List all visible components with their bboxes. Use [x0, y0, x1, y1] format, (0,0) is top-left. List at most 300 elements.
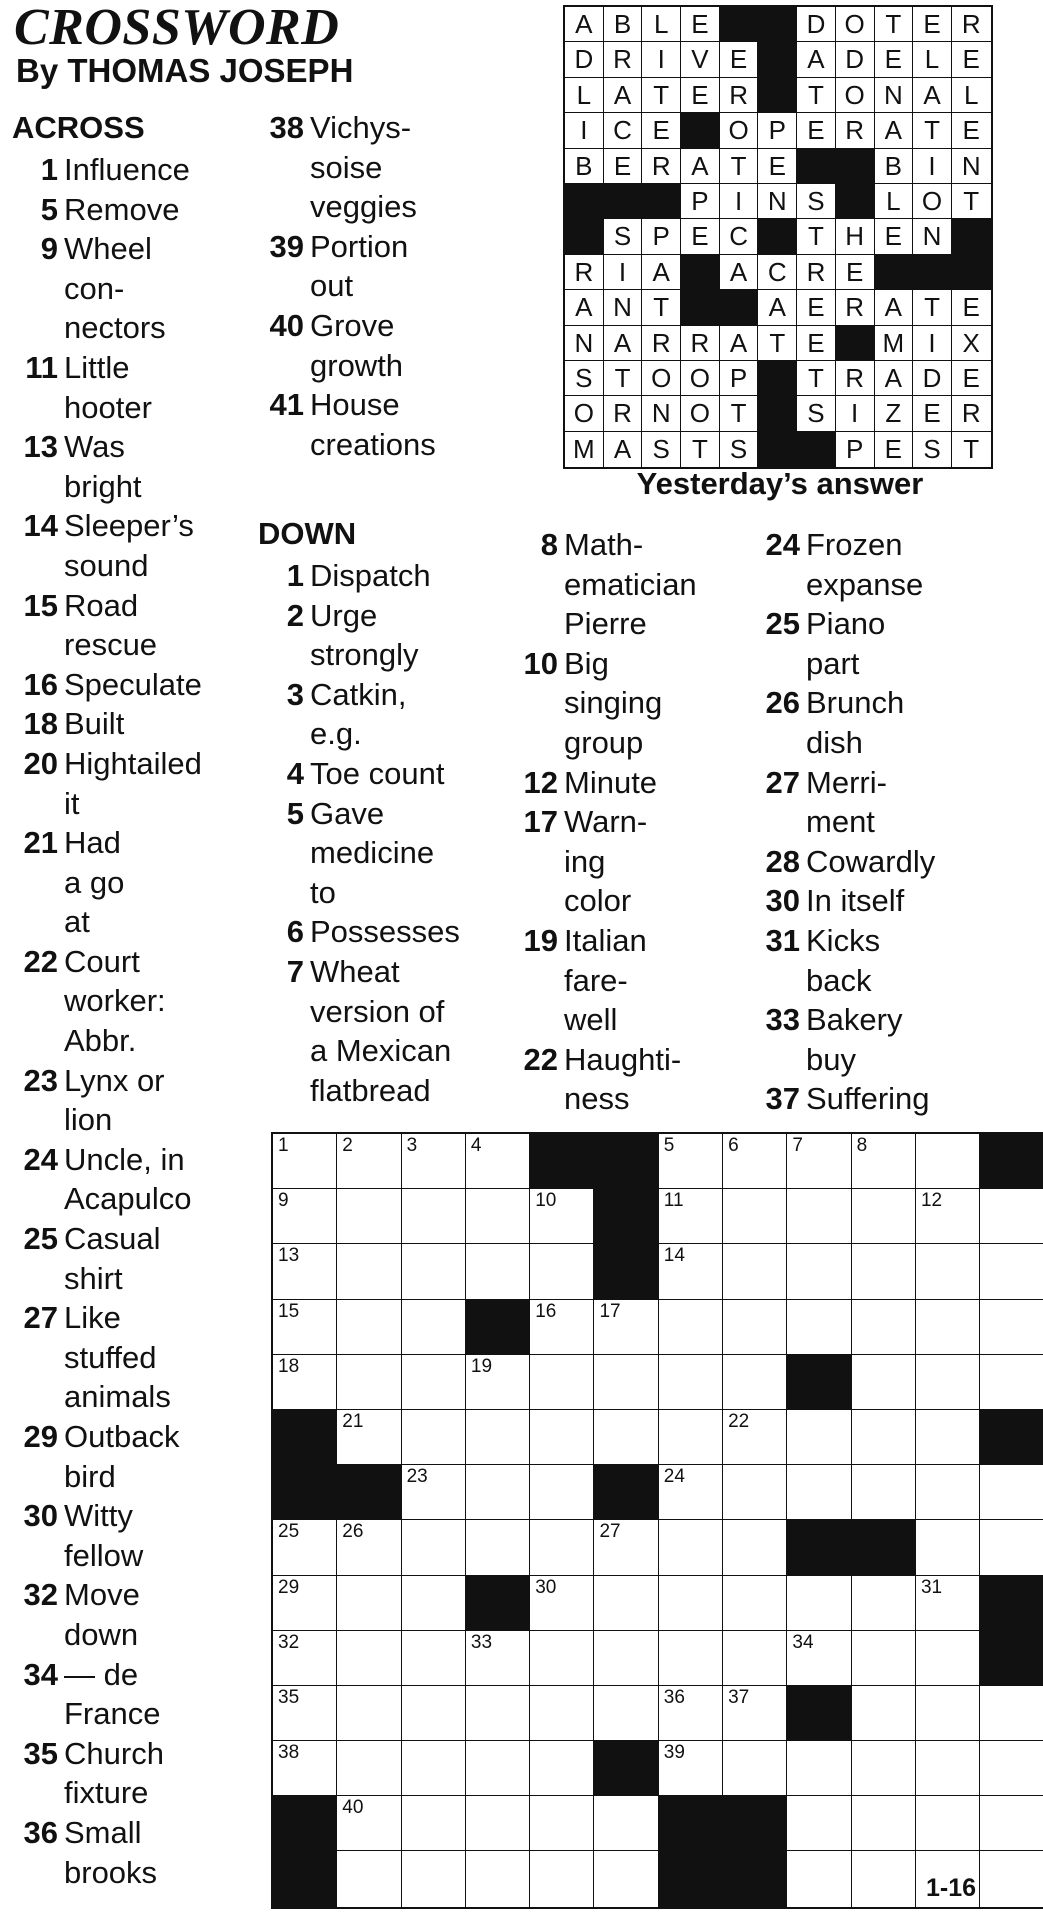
answer-letter: B — [884, 150, 903, 181]
grid-cell[interactable] — [530, 1796, 594, 1851]
answer-letter: N — [883, 79, 903, 110]
answer-cell — [836, 219, 875, 254]
answer-letter: D — [845, 44, 865, 75]
grid-cell[interactable] — [337, 1796, 401, 1851]
answer-cell — [952, 149, 991, 184]
answer-letter: L — [963, 79, 979, 110]
grid-cell[interactable] — [466, 1355, 530, 1410]
grid-cell[interactable] — [723, 1189, 787, 1244]
grid-cell[interactable] — [530, 1741, 594, 1796]
grid-cell[interactable] — [594, 1576, 658, 1631]
grid-cell[interactable] — [530, 1355, 594, 1410]
grid-cell[interactable] — [852, 1410, 916, 1465]
grid-cell[interactable] — [916, 1576, 980, 1631]
grid-cell[interactable] — [659, 1686, 723, 1741]
grid-cell[interactable] — [787, 1134, 851, 1189]
clue-across-29 — [12, 1417, 247, 1496]
grid-cell[interactable] — [402, 1355, 466, 1410]
grid-cell[interactable] — [337, 1686, 401, 1741]
clue-number: 17 — [523, 804, 558, 840]
answer-letter: T — [614, 362, 631, 393]
grid-cell[interactable] — [273, 1189, 337, 1244]
clue-text: Minute — [564, 764, 658, 800]
clue-across-30 — [12, 1496, 247, 1575]
answer-cell — [875, 219, 914, 254]
grid-cell[interactable] — [530, 1686, 594, 1741]
grid-cell[interactable] — [916, 1520, 980, 1575]
answer-cell — [913, 113, 952, 148]
grid-cell[interactable] — [273, 1134, 337, 1189]
answer-letter: T — [730, 398, 747, 429]
answer-cell — [836, 78, 875, 113]
answer-black-square — [565, 184, 604, 219]
clue-text: Big singing group — [564, 645, 663, 760]
clue-across-24 — [12, 1140, 247, 1219]
answer-cell — [604, 42, 643, 77]
grid-cell[interactable] — [723, 1520, 787, 1575]
answer-cell — [797, 7, 836, 42]
grid-cell[interactable] — [273, 1576, 337, 1631]
grid-cell[interactable] — [980, 1465, 1043, 1520]
grid-cell[interactable] — [530, 1520, 594, 1575]
clue-across-1 — [12, 150, 247, 190]
black-square — [980, 1631, 1043, 1686]
clue-down-33 — [750, 1000, 995, 1079]
clue-across-36 — [12, 1813, 247, 1892]
down-clues-column-3 — [750, 525, 995, 1119]
answer-letter: B — [613, 9, 632, 39]
grid-cell[interactable] — [916, 1244, 980, 1299]
grid-cell[interactable] — [594, 1520, 658, 1575]
grid-cell[interactable] — [980, 1796, 1043, 1851]
grid-cell[interactable] — [723, 1576, 787, 1631]
answer-letter: O — [844, 9, 865, 39]
clue-text: Like stuffed animals — [64, 1300, 171, 1415]
clue-number: 20 — [23, 745, 58, 781]
answer-cell — [604, 219, 643, 254]
grid-cell[interactable] — [337, 1300, 401, 1355]
grid-cell[interactable] — [659, 1189, 723, 1244]
grid-cell[interactable] — [402, 1189, 466, 1244]
answer-letter: R — [729, 79, 748, 110]
grid-cell[interactable] — [402, 1741, 466, 1796]
answer-cell — [604, 113, 643, 148]
answer-letter: S — [807, 398, 825, 429]
grid-cell[interactable] — [530, 1189, 594, 1244]
grid-cell[interactable] — [723, 1244, 787, 1299]
grid-cell[interactable] — [273, 1631, 337, 1686]
grid-cell[interactable] — [723, 1741, 787, 1796]
grid-cell[interactable] — [337, 1851, 401, 1906]
grid-cell[interactable] — [402, 1631, 466, 1686]
clue-number: 36 — [23, 1814, 58, 1850]
grid-cell[interactable] — [337, 1355, 401, 1410]
grid-cell[interactable] — [466, 1244, 530, 1299]
black-square — [594, 1244, 658, 1299]
grid-cell[interactable] — [594, 1355, 658, 1410]
answer-letter: S — [613, 221, 632, 252]
answer-black-square — [758, 42, 797, 77]
down-clues-column-2 — [506, 525, 746, 1119]
clue-text: — de France — [64, 1656, 161, 1732]
clue-down-10 — [506, 644, 746, 763]
black-square — [530, 1134, 594, 1189]
grid-cell[interactable] — [659, 1300, 723, 1355]
clue-text: Haughti- ness — [564, 1041, 682, 1117]
answer-cell — [720, 255, 759, 290]
grid-cell[interactable] — [466, 1796, 530, 1851]
answer-letter: I — [657, 44, 665, 75]
answer-cell — [758, 149, 797, 184]
answer-cell — [681, 149, 720, 184]
grid-cell[interactable] — [337, 1134, 401, 1189]
grid-cell[interactable] — [787, 1465, 851, 1520]
grid-cell[interactable] — [659, 1355, 723, 1410]
grid-cell[interactable] — [530, 1576, 594, 1631]
grid-cell[interactable] — [852, 1465, 916, 1520]
puzzle-date: 1-16 — [926, 1874, 977, 1902]
grid-cell[interactable] — [402, 1576, 466, 1631]
clue-number: 31 — [765, 922, 800, 958]
grid-cell[interactable] — [594, 1410, 658, 1465]
grid-cell[interactable] — [273, 1741, 337, 1796]
answer-cell — [875, 42, 914, 77]
grid-cell[interactable] — [337, 1741, 401, 1796]
answer-letter: T — [808, 79, 824, 110]
answer-letter: V — [691, 44, 709, 75]
answer-cell — [720, 78, 759, 113]
answer-cell — [836, 7, 875, 42]
grid-cell[interactable] — [659, 1576, 723, 1631]
grid-cell[interactable] — [337, 1244, 401, 1299]
grid-cell[interactable] — [466, 1465, 530, 1520]
grid-cell[interactable] — [530, 1465, 594, 1520]
answer-cell — [875, 290, 914, 325]
cell-number: 11 — [663, 1190, 684, 1212]
grid-cell[interactable] — [980, 1520, 1043, 1575]
clue-down-4 — [258, 754, 503, 794]
grid-cell[interactable] — [337, 1410, 401, 1465]
answer-cell — [952, 396, 991, 431]
black-square — [594, 1189, 658, 1244]
grid-cell[interactable] — [852, 1741, 916, 1796]
answer-letter: E — [691, 221, 709, 252]
grid-cell[interactable] — [723, 1410, 787, 1465]
grid-cell[interactable] — [980, 1355, 1043, 1410]
grid-cell[interactable] — [980, 1686, 1043, 1741]
answer-cell — [642, 113, 681, 148]
answer-cell — [836, 290, 875, 325]
grid-cell[interactable] — [916, 1741, 980, 1796]
grid-cell[interactable] — [787, 1189, 851, 1244]
grid-cell[interactable] — [916, 1796, 980, 1851]
answer-black-square — [952, 219, 991, 254]
answer-cell — [565, 113, 604, 148]
grid-cell[interactable] — [402, 1134, 466, 1189]
grid-cell[interactable] — [337, 1631, 401, 1686]
black-square — [273, 1796, 337, 1851]
grid-cell[interactable] — [787, 1244, 851, 1299]
answer-letter: N — [922, 221, 942, 252]
clue-text: Catkin, e.g. — [310, 676, 407, 752]
answer-cell — [952, 7, 991, 42]
clue-number: 16 — [23, 666, 58, 702]
grid-cell[interactable] — [530, 1244, 594, 1299]
grid-cell[interactable] — [402, 1244, 466, 1299]
black-square — [980, 1576, 1043, 1631]
answer-black-square — [836, 326, 875, 361]
grid-cell[interactable] — [787, 1576, 851, 1631]
grid-cell[interactable] — [787, 1851, 851, 1906]
grid-cell[interactable] — [723, 1631, 787, 1686]
clue-number: 32 — [23, 1577, 58, 1613]
grid-cell[interactable] — [852, 1796, 916, 1851]
answer-cell — [642, 432, 681, 467]
grid-cell[interactable] — [273, 1244, 337, 1299]
answer-letter: I — [928, 327, 936, 358]
grid-cell[interactable] — [787, 1796, 851, 1851]
grid-cell[interactable] — [466, 1189, 530, 1244]
grid-cell[interactable] — [852, 1134, 916, 1189]
answer-cell — [642, 255, 681, 290]
grid-cell[interactable] — [787, 1741, 851, 1796]
clue-number: 22 — [23, 943, 58, 979]
answer-cell — [913, 42, 952, 77]
answer-cell — [952, 113, 991, 148]
grid-cell[interactable] — [337, 1576, 401, 1631]
grid-cell[interactable] — [594, 1796, 658, 1851]
grid-cell[interactable] — [273, 1686, 337, 1741]
answer-letter: E — [691, 79, 709, 110]
clue-text: Witty fellow — [64, 1498, 144, 1573]
grid-cell[interactable] — [980, 1300, 1043, 1355]
crossword-grid — [271, 1132, 1043, 1909]
answer-cell — [913, 78, 952, 113]
grid-cell[interactable] — [594, 1300, 658, 1355]
grid-cell[interactable] — [337, 1520, 401, 1575]
grid-cell[interactable] — [594, 1631, 658, 1686]
grid-cell[interactable] — [852, 1189, 916, 1244]
grid-cell[interactable] — [273, 1300, 337, 1355]
grid-cell[interactable] — [659, 1741, 723, 1796]
clue-text: Church fixture — [64, 1735, 164, 1811]
grid-cell[interactable] — [273, 1520, 337, 1575]
clue-number: 1 — [286, 558, 304, 593]
yesterday-answer-grid — [563, 5, 993, 469]
clue-text: Possesses — [310, 914, 460, 950]
grid-cell[interactable] — [337, 1189, 401, 1244]
answer-letter: S — [923, 433, 941, 464]
grid-cell[interactable] — [787, 1631, 851, 1686]
grid-cell[interactable] — [402, 1520, 466, 1575]
grid-cell[interactable] — [852, 1851, 916, 1906]
grid-cell[interactable] — [594, 1851, 658, 1906]
clue-number: 25 — [765, 606, 800, 642]
clue-across-23 — [12, 1061, 247, 1140]
grid-cell[interactable] — [530, 1410, 594, 1465]
grid-cell[interactable] — [659, 1244, 723, 1299]
clue-text: Outback bird — [64, 1419, 180, 1494]
grid-cell[interactable] — [723, 1355, 787, 1410]
puzzle-title: CROSSWORD — [14, 0, 340, 56]
grid-cell[interactable] — [787, 1300, 851, 1355]
answer-letter: T — [730, 150, 747, 181]
grid-cell[interactable] — [852, 1300, 916, 1355]
grid-cell[interactable] — [723, 1686, 787, 1741]
grid-cell[interactable] — [659, 1465, 723, 1520]
answer-cell — [952, 290, 991, 325]
grid-cell[interactable] — [466, 1410, 530, 1465]
grid-cell[interactable] — [530, 1851, 594, 1906]
answer-letter: N — [767, 185, 787, 216]
cell-number: 35 — [278, 1686, 300, 1708]
answer-letter: R — [845, 115, 865, 146]
grid-cell[interactable] — [980, 1851, 1043, 1906]
black-square — [659, 1851, 723, 1906]
grid-cell[interactable] — [852, 1576, 916, 1631]
clue-text: Built — [64, 706, 125, 742]
answer-black-square — [758, 396, 797, 431]
answer-cell — [913, 184, 952, 219]
grid-cell[interactable] — [466, 1741, 530, 1796]
cell-number: 18 — [278, 1355, 300, 1377]
clue-across-18 — [12, 704, 247, 744]
answer-letter: T — [963, 185, 980, 216]
grid-cell[interactable] — [659, 1631, 723, 1686]
answer-letter: L — [576, 79, 592, 110]
answer-cell — [565, 290, 604, 325]
answer-letter: R — [690, 327, 710, 358]
cell-number: 22 — [728, 1410, 750, 1432]
cell-number: 24 — [663, 1466, 685, 1488]
grid-cell[interactable] — [852, 1244, 916, 1299]
grid-cell[interactable] — [466, 1851, 530, 1906]
answer-letter: R — [961, 9, 981, 39]
grid-cell[interactable] — [852, 1686, 916, 1741]
grid-cell[interactable] — [402, 1300, 466, 1355]
answer-letter: L — [653, 9, 669, 39]
cell-number: 30 — [535, 1576, 557, 1598]
answer-letter: P — [691, 185, 709, 216]
answer-cell — [720, 432, 759, 467]
grid-cell[interactable] — [916, 1189, 980, 1244]
grid-cell[interactable] — [980, 1244, 1043, 1299]
answer-letter: T — [808, 221, 824, 252]
clue-down-6 — [258, 912, 503, 952]
grid-cell[interactable] — [916, 1465, 980, 1520]
clue-number: 12 — [523, 764, 558, 800]
grid-cell[interactable] — [659, 1410, 723, 1465]
grid-cell[interactable] — [787, 1410, 851, 1465]
cell-number: 21 — [342, 1410, 364, 1432]
answer-letter: E — [962, 44, 980, 75]
answer-letter: C — [767, 256, 787, 287]
grid-cell[interactable] — [916, 1300, 980, 1355]
grid-cell[interactable] — [659, 1134, 723, 1189]
grid-cell[interactable] — [530, 1631, 594, 1686]
clue-text: Lynx or lion — [64, 1062, 165, 1138]
answer-cell — [913, 219, 952, 254]
clue-across-25 — [12, 1219, 247, 1298]
clue-number: 11 — [25, 349, 58, 385]
grid-cell[interactable] — [466, 1631, 530, 1686]
answer-cell — [604, 290, 643, 325]
answer-cell — [720, 396, 759, 431]
grid-cell[interactable] — [916, 1355, 980, 1410]
across-heading: ACROSS — [12, 110, 145, 145]
clue-across-40 — [258, 306, 488, 385]
cell-number: 14 — [663, 1245, 685, 1267]
clue-down-2 — [258, 596, 503, 675]
grid-cell[interactable] — [916, 1134, 980, 1189]
answer-cell — [875, 326, 914, 361]
grid-cell[interactable] — [916, 1410, 980, 1465]
grid-cell[interactable] — [402, 1686, 466, 1741]
grid-cell[interactable] — [402, 1851, 466, 1906]
clue-number: 24 — [765, 527, 800, 562]
grid-cell[interactable] — [980, 1741, 1043, 1796]
answer-cell — [720, 113, 759, 148]
clue-down-8 — [506, 525, 746, 644]
answer-cell — [797, 255, 836, 290]
grid-cell[interactable] — [723, 1134, 787, 1189]
grid-cell[interactable] — [273, 1355, 337, 1410]
grid-cell[interactable] — [402, 1796, 466, 1851]
grid-cell[interactable] — [594, 1686, 658, 1741]
clue-text: Merri- ment — [806, 764, 887, 840]
grid-cell[interactable] — [723, 1300, 787, 1355]
answer-cell — [797, 396, 836, 431]
grid-cell[interactable] — [916, 1631, 980, 1686]
grid-cell[interactable] — [466, 1686, 530, 1741]
grid-cell[interactable] — [659, 1520, 723, 1575]
grid-cell[interactable] — [852, 1355, 916, 1410]
grid-cell[interactable] — [723, 1465, 787, 1520]
answer-black-square — [604, 184, 643, 219]
black-square — [273, 1851, 337, 1906]
answer-letter: O — [844, 79, 865, 110]
answer-letter: T — [885, 9, 902, 39]
answer-cell — [875, 7, 914, 42]
grid-cell[interactable] — [402, 1465, 466, 1520]
grid-cell[interactable] — [916, 1686, 980, 1741]
answer-cell — [565, 42, 604, 77]
answer-letter: R — [613, 398, 632, 429]
answer-cell — [797, 78, 836, 113]
answer-letter: E — [652, 115, 670, 146]
answer-cell — [642, 290, 681, 325]
answer-cell — [565, 396, 604, 431]
black-square — [980, 1410, 1043, 1465]
answer-cell — [797, 290, 836, 325]
answer-letter: S — [575, 362, 593, 393]
grid-cell[interactable] — [466, 1134, 530, 1189]
grid-cell[interactable] — [530, 1300, 594, 1355]
clue-number: 35 — [23, 1735, 58, 1771]
grid-cell[interactable] — [466, 1520, 530, 1575]
answer-letter: E — [613, 150, 632, 181]
grid-cell[interactable] — [402, 1410, 466, 1465]
grid-cell[interactable] — [852, 1631, 916, 1686]
grid-cell[interactable] — [980, 1189, 1043, 1244]
answer-cell — [875, 396, 914, 431]
clue-text: Influence — [64, 152, 190, 187]
answer-cell — [797, 219, 836, 254]
answer-cell — [797, 361, 836, 396]
answer-cell — [758, 184, 797, 219]
black-square — [337, 1465, 401, 1520]
clue-number: 27 — [23, 1300, 58, 1336]
